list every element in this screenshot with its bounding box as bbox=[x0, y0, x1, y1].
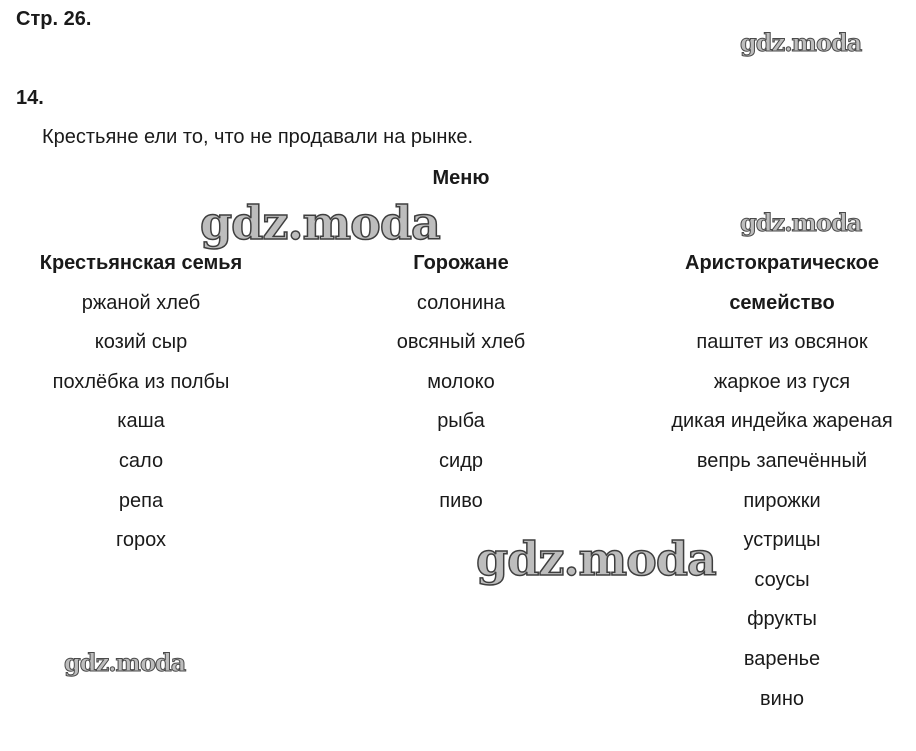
list-item: варенье bbox=[743, 647, 821, 670]
column-header-aristocratic-line2: семейство bbox=[729, 291, 835, 314]
list-item: горох bbox=[116, 529, 166, 552]
list-item: пирожки bbox=[743, 489, 821, 512]
list-item: овсяный хлеб bbox=[396, 331, 526, 354]
list-item: вино bbox=[760, 687, 804, 710]
citizens-food-list bbox=[322, 284, 600, 522]
watermark: gdz.moda bbox=[64, 648, 186, 677]
column-header-peasant: Крестьянская семья bbox=[39, 252, 243, 274]
column-header-citizens: Горожане bbox=[413, 252, 509, 274]
list-item: ржаной хлеб bbox=[81, 291, 201, 314]
watermark: gdz.moda bbox=[476, 532, 716, 586]
list-item: сало bbox=[118, 449, 164, 472]
page-reference: Стр. 26. bbox=[16, 8, 92, 30]
list-item: устрицы bbox=[743, 529, 821, 552]
list-item: рыба bbox=[437, 410, 485, 433]
citizens-column bbox=[322, 244, 600, 521]
peasant-family-column bbox=[0, 244, 282, 561]
list-item: репа bbox=[118, 489, 164, 512]
menu-title: Меню bbox=[432, 167, 490, 189]
list-item: соусы bbox=[754, 568, 810, 591]
watermark: gdz.moda bbox=[740, 28, 862, 57]
list-item: паштет из овсянок bbox=[696, 331, 868, 354]
aristocratic-family-column bbox=[648, 244, 916, 719]
list-item: пиво bbox=[439, 489, 483, 512]
list-item: похлёбка из полбы bbox=[52, 370, 230, 393]
aristocratic-food-list bbox=[648, 323, 916, 719]
list-item: каша bbox=[117, 410, 165, 433]
task-text: Крестьяне ели то, что не продавали на рынке. bbox=[42, 126, 474, 148]
watermark: gdz.moda bbox=[200, 196, 440, 250]
peasant-food-list bbox=[0, 284, 282, 561]
column-header-aristocratic: Аристократическое bbox=[685, 252, 879, 274]
list-item: дикая индейка жареная bbox=[671, 410, 893, 433]
list-item: вепрь запечённый bbox=[696, 449, 868, 472]
list-item: фрукты bbox=[747, 608, 817, 631]
task-number: 14. bbox=[16, 87, 44, 109]
watermark: gdz.moda bbox=[740, 208, 862, 237]
list-item: козий сыр bbox=[94, 331, 188, 354]
list-item: молоко bbox=[427, 370, 495, 393]
list-item: сидр bbox=[439, 449, 483, 472]
list-item: солонина bbox=[416, 291, 506, 314]
list-item: жаркое из гуся bbox=[713, 370, 851, 393]
